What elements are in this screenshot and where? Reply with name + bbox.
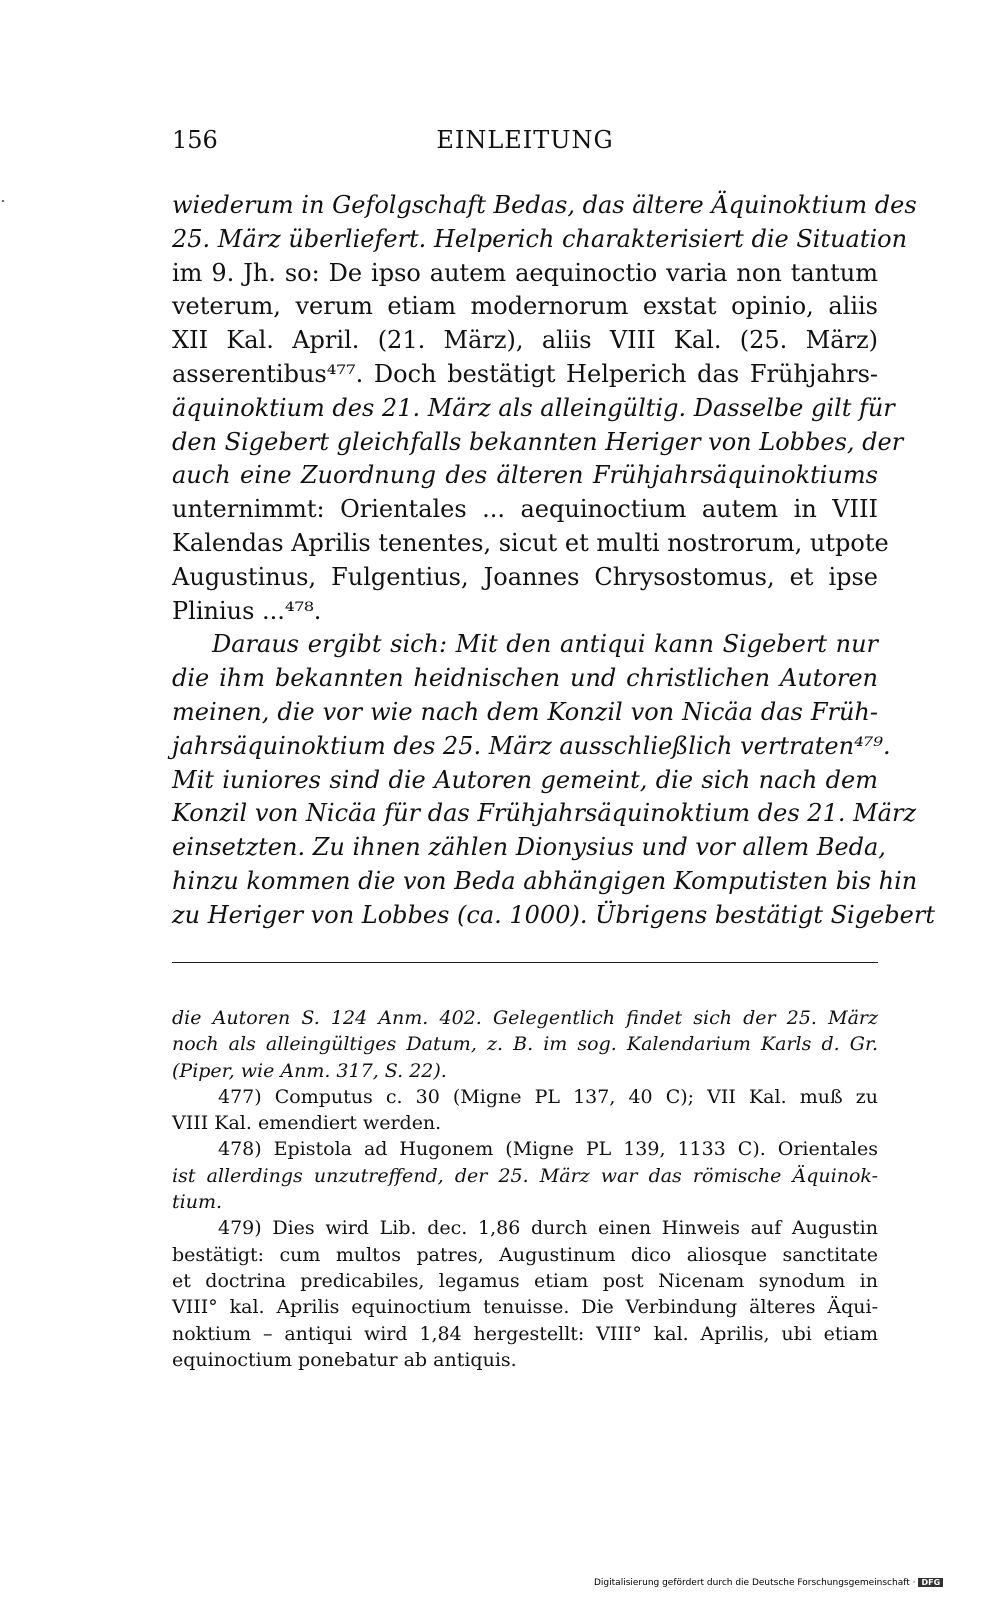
footnote-line: 478) Epistola ad Hugonem (Migne PL 139, 1133 C). Orientales <box>218 1138 878 1161</box>
body-line: jahrsäquinoktium des 25. März ausschließlich vertraten⁴⁷⁹. <box>172 731 891 760</box>
footnotes <box>172 1005 878 1373</box>
footnote-line: noch als alleingültiges Datum, z. B. im sog. Kalendarium Karls d. Gr. <box>172 1033 878 1056</box>
body-line: im 9. Jh. so: De ipso autem aequinoctio varia non tantum <box>172 258 878 287</box>
footnote-line: bestätigt: cum multos patres, Augustinum dico aliosque sanctitate <box>172 1243 878 1266</box>
body-line: zu Heriger von Lobbes (ca. 1000). Übrigens bestätigt Sigebert <box>172 900 935 929</box>
body-line: asserentibus⁴⁷⁷. Doch bestätigt Helperich das Frühjahrs- <box>172 359 878 388</box>
body-line: Augustinus, Fulgentius, Joannes Chrysostomus, et ipse <box>172 562 878 591</box>
footnote-line: 477) Computus c. 30 (Migne PL 137, 40 C); VII Kal. muß zu <box>218 1085 878 1108</box>
body-line: meinen, die vor wie nach dem Konzil von Nicäa das Früh- <box>172 697 878 726</box>
footnote-line: noktium – antiqui wird 1,84 hergestellt: VIII° kal. Aprilis, ubi etiam <box>172 1322 878 1345</box>
body-line: Daraus ergibt sich: Mit den antiqui kann Sigebert nur <box>212 630 878 659</box>
body-line: wiederum in Gefolgschaft Bedas, das ältere Äquinoktium des <box>172 191 917 219</box>
body-line: XII Kal. April. (21. März), aliis VIII Kal. (25. März) <box>172 326 878 355</box>
dfg-logo: DFG <box>918 1578 943 1587</box>
body-line: äquinoktium des 21. März als alleingültig. Dasselbe gilt für <box>172 393 895 422</box>
body-line: die ihm bekannten heidnischen und christlichen Autoren <box>172 664 878 693</box>
body-line: unternimmt: Orientales ... aequinoctium autem in VIII <box>172 495 878 524</box>
footnote-line: et doctrina predicabiles, legamus etiam post Nicenam synodum in <box>172 1269 878 1292</box>
footnote-line: tium. <box>172 1191 223 1214</box>
footnote-line: equinoctium ponebatur ab antiquis. <box>172 1348 517 1371</box>
body-line: Konzil von Nicäa für das Frühjahrsäquinoktium des 21. März <box>172 799 917 828</box>
footnote-line: ist allerdings unzutreffend, der 25. März war das römische Äquinok- <box>172 1164 878 1187</box>
main-text <box>172 189 935 933</box>
scan-speck <box>2 200 4 202</box>
running-title: EINLEITUNG <box>436 126 614 154</box>
body-line: veterum, verum etiam modernorum exstat opinio, aliis <box>172 292 878 321</box>
credit-text: Digitalisierung gefördert durch die Deutsche Forschungsgemeinschaft · <box>594 1578 916 1588</box>
body-line: Mit iuniores sind die Autoren gemeint, die sich nach dem <box>172 765 878 794</box>
body-line: 25. März überliefert. Helperich charakterisiert die Situation <box>172 224 908 253</box>
footnote-separator <box>172 962 878 963</box>
digitization-credit <box>594 1578 943 1588</box>
body-line: Kalendas Aprilis tenentes, sicut et multi nostrorum, utpote <box>172 528 889 557</box>
body-line: Plinius ...⁴⁷⁸. <box>172 596 322 625</box>
body-line: hinzu kommen die von Beda abhängigen Komputisten bis hin <box>172 866 918 895</box>
page-number: 156 <box>172 126 218 154</box>
footnote-line: (Piper, wie Anm. 317, S. 22). <box>172 1059 447 1082</box>
footnote-line: die Autoren S. 124 Anm. 402. Gelegentlich findet sich der 25. März <box>172 1007 878 1029</box>
body-line: einsetzten. Zu ihnen zählen Dionysius und vor allem Beda, <box>172 833 886 862</box>
body-line: auch eine Zuordnung des älteren Frühjahrsäquinoktiums <box>172 461 878 490</box>
body-line: den Sigebert gleichfalls bekannten Heriger von Lobbes, der <box>172 427 904 456</box>
footnote-line: 479) Dies wird Lib. dec. 1,86 durch einen Hinweis auf Augustin <box>218 1217 878 1240</box>
footnote-line: VIII Kal. emendiert werden. <box>172 1112 442 1135</box>
footnote-line: VIII° kal. Aprilis equinoctium tenuisse. Die Verbindung älteres Äqui- <box>172 1296 878 1319</box>
